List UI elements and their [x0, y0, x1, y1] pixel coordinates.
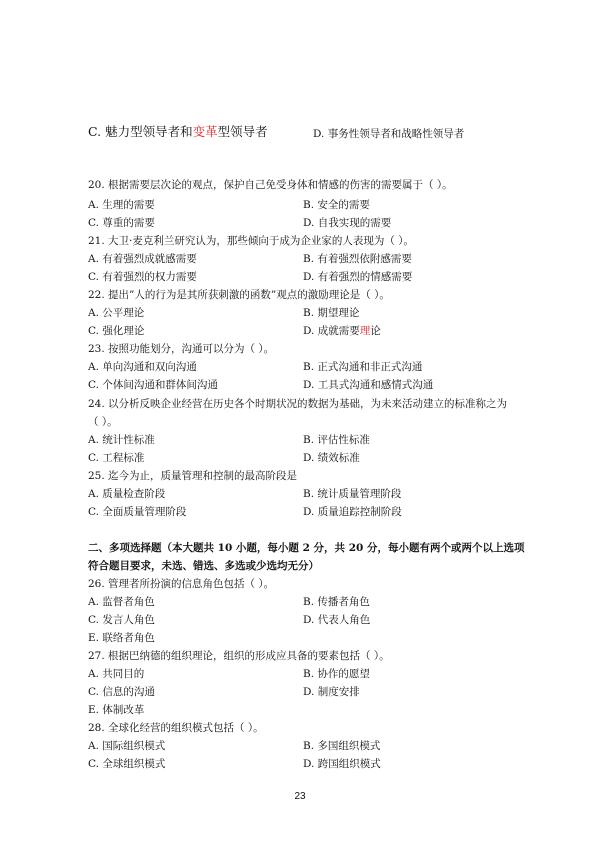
- option-c-top: [88, 124, 268, 140]
- question-22-option-d-prefix: D. 成就需要: [303, 325, 360, 337]
- section-2-heading-line2: 符合题目要求，未选、错选、多选或少选均无分）: [88, 560, 319, 572]
- question-25-option-b: B. 统计质量管理阶段: [303, 488, 402, 500]
- question-28-option-b: B. 多国组织模式: [303, 740, 381, 752]
- question-26-option-e: E. 联络者角色: [88, 632, 155, 644]
- question-20-option-b: B. 安全的需要: [303, 199, 370, 211]
- question-28-option-d: D. 跨国组织模式: [303, 758, 381, 770]
- question-23-option-c: C. 个体间沟通和群体间沟通: [88, 379, 218, 391]
- question-22-option-d-highlight: 理: [359, 325, 371, 337]
- question-27-option-b: B. 协作的愿望: [303, 668, 370, 680]
- question-27-option-c: C. 信息的沟通: [88, 686, 155, 698]
- question-21-stem: 21. 大卫·麦克利兰研究认为，那些倾向于成为企业家的人表现为（ ）。: [88, 235, 414, 247]
- question-23-stem: 23. 按照功能划分，沟通可以分为（ ）。: [88, 343, 275, 355]
- section-2-heading-line1: 二、多项选择题（本大题共 10 小题，每小题 2 分，共 20 分，每小题有两个或两个以上选项: [88, 542, 525, 554]
- question-25-stem: 25. 迄今为止，质量管理和控制的最高阶段是: [88, 470, 298, 482]
- question-22-stem: 22. 提出”人的行为是其所获刺激的函数”观点的激励理论是（ ）。: [88, 289, 390, 301]
- question-26-option-d: D. 代表人角色: [303, 614, 371, 626]
- question-22-option-d-suffix: 论: [370, 325, 381, 337]
- question-26-option-c: C. 发言人角色: [88, 614, 155, 626]
- question-27-stem: 27. 根据巴纳德的组织理论，组织的形成应具备的要素包括（ ）。: [88, 650, 390, 662]
- question-24-option-a: A. 统计性标准: [88, 434, 155, 446]
- question-24-option-c: C. 工程标准: [88, 452, 145, 464]
- question-21-option-a: A. 有着强烈成就感需要: [88, 253, 197, 265]
- question-28-stem: 28. 全球化经营的组织模式包括（ ）。: [88, 722, 264, 734]
- question-23-option-d: D. 工具式沟通和感情式沟通: [303, 379, 434, 391]
- option-c-highlight: 变革: [192, 124, 218, 139]
- question-27-option-a: A. 共同目的: [88, 668, 145, 680]
- question-22-option-d: [303, 324, 381, 338]
- question-26-stem: 26. 管理者所扮演的信息角色包括（ ）。: [88, 578, 275, 590]
- question-22-option-b: B. 期望理论: [303, 307, 360, 319]
- option-c-suffix: 型领导者: [217, 124, 268, 139]
- question-23-option-a: A. 单向沟通和双向沟通: [88, 361, 197, 373]
- question-25-option-d: D. 质量追踪控制阶段: [303, 506, 402, 518]
- question-20-option-c: C. 尊重的需要: [88, 217, 155, 229]
- question-24-option-b: B. 评估性标准: [303, 434, 370, 446]
- question-20-option-a: A. 生理的需要: [88, 199, 155, 211]
- question-21-option-c: C. 有着强烈的权力需要: [88, 271, 197, 283]
- question-27-option-e: E. 体制改革: [88, 704, 145, 716]
- question-20-stem: 20. 根据需要层次论的观点，保护自己免受身体和情感的伤害的需要属于（ ）。: [88, 179, 453, 191]
- question-24-option-d: D. 绩效标准: [303, 452, 360, 464]
- question-21-option-d: D. 有着强烈的情感需要: [303, 271, 413, 283]
- question-24-stem-line1: 24. 以分析反映企业经营在历史各个时期状况的数据为基础，为未来活动建立的标准称之为: [88, 398, 508, 410]
- page-number: 23: [294, 791, 306, 802]
- question-26-option-b: B. 传播者角色: [303, 596, 370, 608]
- question-25-option-c: C. 全面质量管理阶段: [88, 506, 187, 518]
- question-26-option-a: A. 监督者角色: [88, 596, 155, 608]
- option-c-prefix: C. 魅力型领导者和: [88, 124, 193, 139]
- option-d-top: D. 事务性领导者和战略性领导者: [313, 128, 465, 140]
- question-25-option-a: A. 质量检查阶段: [88, 488, 166, 500]
- question-22-option-a: A. 公平理论: [88, 307, 145, 319]
- question-28-option-a: A. 国际组织模式: [88, 740, 166, 752]
- question-20-option-d: D. 自我实现的需要: [303, 217, 392, 229]
- question-21-option-b: B. 有着强烈依附感需要: [303, 253, 412, 265]
- question-28-option-c: C. 全球组织模式: [88, 758, 166, 770]
- question-22-option-c: C. 强化理论: [88, 325, 145, 337]
- question-27-option-d: D. 制度安排: [303, 686, 360, 698]
- question-23-option-b: B. 正式沟通和非正式沟通: [303, 361, 423, 373]
- question-24-stem-line2: （ ）。: [88, 416, 118, 428]
